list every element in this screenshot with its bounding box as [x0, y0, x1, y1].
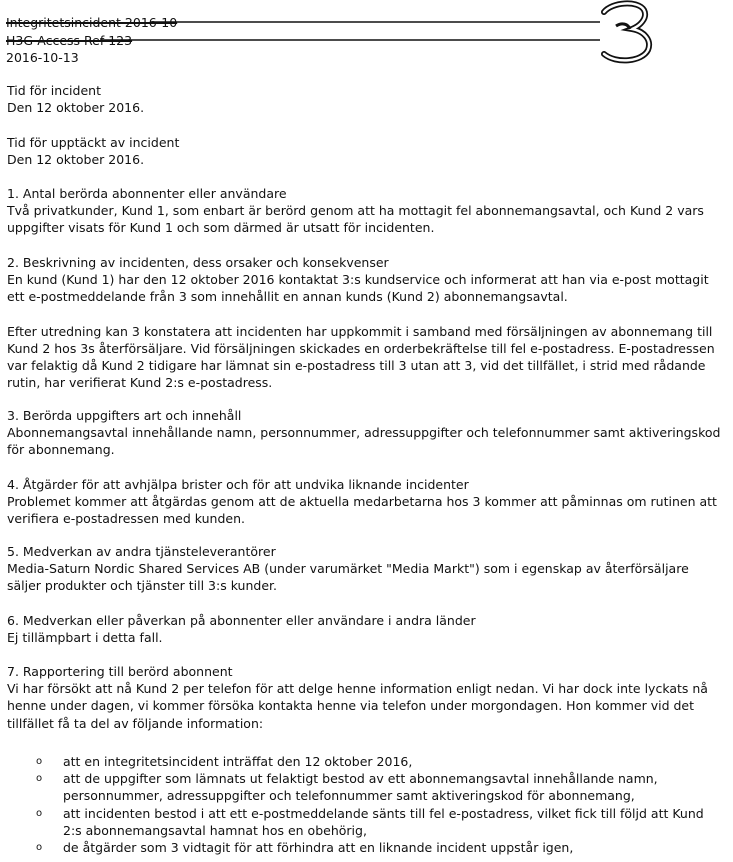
- section-heading: 4. Åtgärder för att avhjälpa brister och för att undvika liknande incidenter: [7, 477, 469, 492]
- section-paragraph: Media-Saturn Nordic Shared Services AB (under varumärket "Media Markt") som i egenskap av återförsäljare säljer produkter och tjänster till 3:s kunder.: [7, 561, 689, 594]
- section-heading: 7. Rapportering till berörd abonnent: [7, 664, 233, 679]
- section-paragraph: Efter utredning kan 3 konstatera att incidenten har uppkommit i samband med försäljningen av abonnemang till Kund 2 hos 3s återförsäljare. Vid försäljningen skickades en orderbekräftelse till fel e-postadress. E-postadressen var felaktig då Kund 2 tidigare har lämnat sin e-postadress till 3 utan att 3, vid det tillfället, i strid med rådande rutin, har verifierat Kund 2:s e-postadress.: [7, 323, 715, 391]
- section-discovery-time: [7, 134, 725, 168]
- list-item-text: att en integritetsincident inträffat den 12 oktober 2016,: [63, 754, 413, 769]
- bullet-icon: o: [36, 807, 43, 819]
- section-paragraph: En kund (Kund 1) har den 12 oktober 2016 kontaktat 3:s kundservice och informerat att han via e-post mottagit ett e-postmeddelande från 3 som innehållit en annan kunds (Kund 2) abonnemangsavtal.: [7, 272, 709, 305]
- bullet-icon: o: [36, 842, 43, 854]
- section-paragraph: Den 12 oktober 2016.: [7, 100, 145, 116]
- section-affected-count: [7, 185, 725, 237]
- section-paragraph: Abonnemangsavtal innehållande namn, personnummer, adressuppgifter och telefonnummer samt aktiveringskod för abonnemang.: [7, 425, 721, 458]
- document-title-text: Integritetsincident 2016-10: [6, 15, 178, 30]
- list-item-text: att incidenten bestod i att ett e-postmeddelande sänts till fel e-postadress, vilket fick till följd att Kund 2:s abonnemangsavtal hamnat hos en obehörig,: [63, 805, 704, 838]
- list-item: [7, 753, 725, 770]
- list-item-text: att de uppgifter som lämnats ut felaktigt bestod av ett abonnemangsavtal innehållande namn, personnummer, adressuppgifter och telefonnummer samt aktiveringskod för abonnemang,: [63, 771, 658, 804]
- section-paragraph: Problemet kommer att åtgärdas genom att de aktuella medarbetarna hos 3 kommer att påminnas om rutinen att verifiera e-postadressen med kunden.: [7, 494, 717, 527]
- section-data-type: [7, 407, 725, 459]
- section-heading: Tid för incident: [7, 83, 101, 98]
- section-other-countries: [7, 612, 725, 646]
- list-item-text: de åtgärder som 3 vidtagit för att förhindra att en liknande incident uppstår igen,: [63, 840, 574, 856]
- section-incident-time: [7, 82, 725, 116]
- document-date: 2016-10-13: [6, 50, 79, 65]
- bullet-icon: o: [36, 756, 43, 767]
- section-heading: Tid för upptäckt av incident: [7, 135, 180, 150]
- list-item: [7, 770, 725, 804]
- section-heading: 3. Berörda uppgifters art och innehåll: [7, 408, 242, 423]
- list-item: [7, 805, 725, 839]
- section-paragraph: Två privatkunder, Kund 1, som enbart är berörd genom att ha mottagit fel abonnemangsavtal, och Kund 2 vars uppgifter visats för Kund 1 och som därmed är utsatt för incidenten.: [7, 203, 704, 236]
- section-heading: 6. Medverkan eller påverkan på abonnenter eller användare i andra länder: [7, 613, 476, 628]
- section-other-providers: [7, 543, 725, 595]
- section-description: [7, 254, 725, 391]
- section-measures: [7, 476, 725, 528]
- three-logo-icon: [594, 0, 658, 64]
- section-paragraph: Ej tillämpbart i detta fall.: [7, 630, 163, 646]
- list-item: [7, 839, 725, 856]
- section-heading: 5. Medverkan av andra tjänsteleverantörer: [7, 544, 276, 559]
- section-paragraph: Vi har försökt att nå Kund 2 per telefon för att delge henne information enligt nedan. Vi har dock inte lyckats nå henne under dagen, vi kommer försöka kontakta henne via telefon under morgondagen. Hon kommer vid det tillfället få ta del av följande information:: [7, 681, 708, 731]
- section-heading: 2. Beskrivning av incidenten, dess orsaker och konsekvenser: [7, 255, 389, 270]
- section-reporting: [7, 663, 725, 732]
- section-paragraph: Den 12 oktober 2016.: [7, 152, 145, 168]
- document-reference-text: H3G-Access Ref 123: [6, 33, 133, 48]
- section-heading: 1. Antal berörda abonnenter eller användare: [7, 186, 287, 201]
- information-list: [7, 753, 725, 856]
- bullet-icon: o: [36, 773, 43, 785]
